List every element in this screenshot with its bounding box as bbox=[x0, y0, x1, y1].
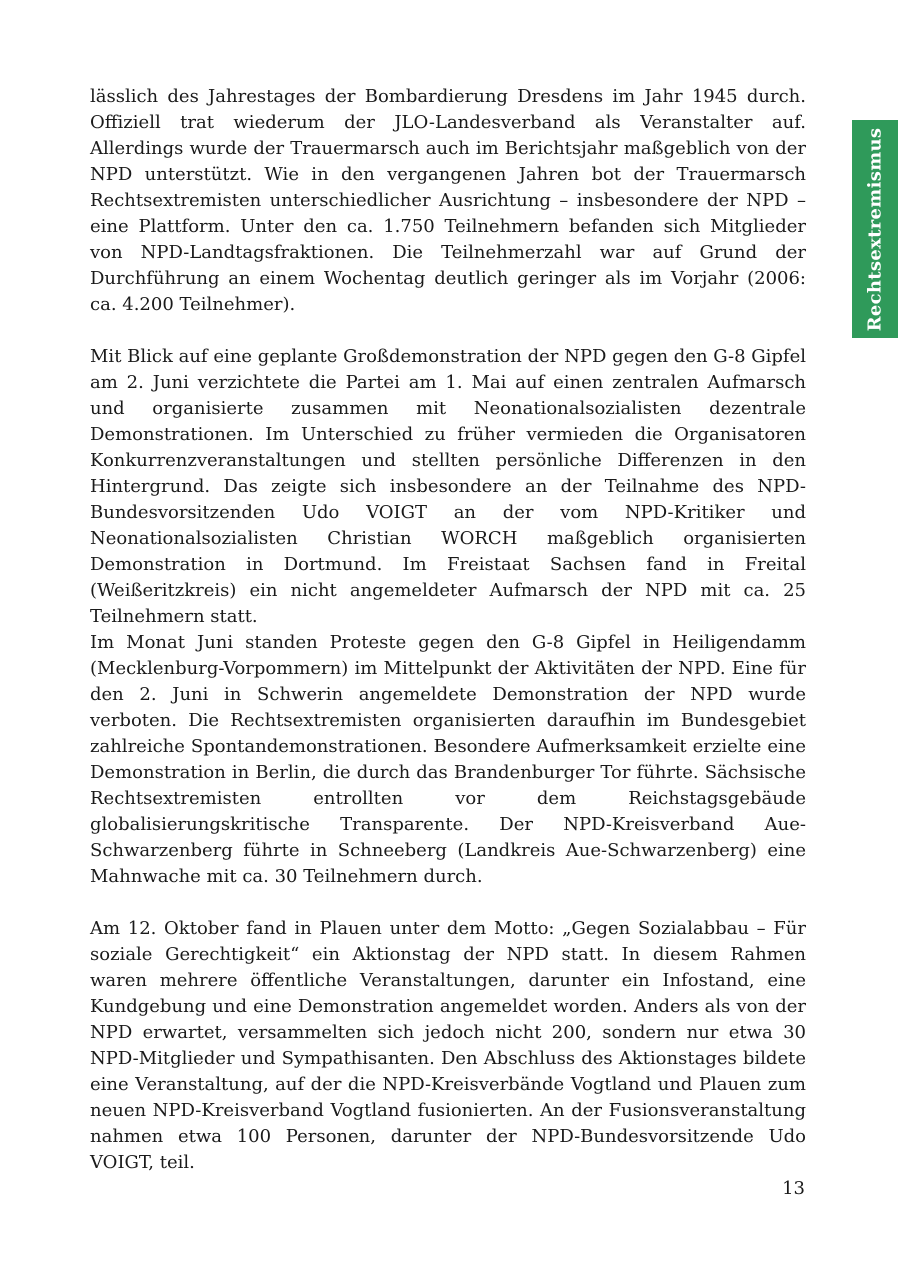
section-tab-label: Rechtsextremismus bbox=[864, 127, 886, 331]
paragraph-gap bbox=[90, 890, 806, 916]
paragraph-may-day: Mit Blick auf eine geplante Großdemonstration der NPD gegen den G-8 Gipfel am 2. Juni verzichtete die Partei am 1. Mai auf einen zentralen Aufmarsch und organisierte zusammen mit Neonationalsozialisten dezentrale Demonstrationen. Im Unterschied zu früher vermieden die Organisatoren Konkurrenzveranstaltungen und stellten persönliche Differenzen in den Hintergrund. Das zeigte sich insbesondere an der Teilnahme des NPD-Bundesvorsitzenden Udo VOIGT an der vom NPD-Kritiker und Neonationalsozialisten Christian WORCH maßgeblich organisierten Demonstration in Dortmund. Im Freistaat Sachsen fand in Freital (Weißeritzkreis) ein nicht angemeldeter Aufmarsch der NPD mit ca. 25 Teilnehmern statt. bbox=[90, 346, 806, 627]
section-tab bbox=[852, 120, 898, 338]
paragraph-g8-june: Im Monat Juni standen Proteste gegen den G-8 Gipfel in Heiligendamm (Mecklenburg-Vorpommern) im Mittelpunkt der Aktivitäten der NPD. Eine für den 2. Juni in Schwerin angemeldete Demonstration der NPD wurde verboten. Die Rechtsextremisten organisierten daraufhin im Bundesgebiet zahlreiche Spontandemonstrationen. Besondere Aufmerksamkeit erzielte eine Demonstration in Berlin, die durch das Brandenburger Tor führte. Sächsische Rechtsextremisten entrollten vor dem Reichstagsgebäude globalisierungskritische Transparente. Der NPD-Kreisverband Aue-Schwarzenberg führte in Schneeberg (Landkreis Aue-Schwarzenberg) eine Mahnwache mit ca. 30 Teilnehmern durch. bbox=[90, 632, 806, 887]
page-body bbox=[90, 84, 806, 1176]
page-number: 13 bbox=[782, 1178, 805, 1199]
paragraph-plauen-october: Am 12. Oktober fand in Plauen unter dem Motto: „Gegen Sozialabbau – Für soziale Gerechtigkeit“ ein Aktionstag der NPD statt. In diesem Rahmen waren mehrere öffentliche Veranstaltungen, darunter ein Infostand, eine Kundgebung und eine Demonstration angemeldet worden. Anders als von der NPD erwartet, versammelten sich jedoch nicht 200, sondern nur etwa 30 NPD-Mitglieder und Sympathisanten. Den Abschluss des Aktionstages bildete eine Veranstaltung, auf der die NPD-Kreisverbände Vogtland und Plauen zum neuen NPD-Kreisverband Vogtland fusionierten. An der Fusionsveranstaltung nahmen etwa 100 Personen, darunter der NPD-Bundesvorsitzende Udo VOIGT, teil. bbox=[90, 918, 806, 1173]
paragraph-gap bbox=[90, 318, 806, 344]
paragraph-dresden-march: lässlich des Jahrestages der Bombardierung Dresdens im Jahr 1945 durch. Offiziell trat wiederum der JLO-Landesverband als Veranstalter auf. Allerdings wurde der Trauermarsch auch im Berichtsjahr maßgeblich von der NPD unterstützt. Wie in den vergangenen Jahren bot der Trauermarsch Rechtsextremisten unterschiedlicher Ausrichtung – insbesondere der NPD – eine Plattform. Unter den ca. 1.750 Teilnehmern befanden sich Mitglieder von NPD-Landtagsfraktionen. Die Teilnehmerzahl war auf Grund der Durchführung an einem Wochentag deutlich geringer als im Vorjahr (2006: ca. 4.200 Teilnehmer). bbox=[90, 86, 806, 315]
